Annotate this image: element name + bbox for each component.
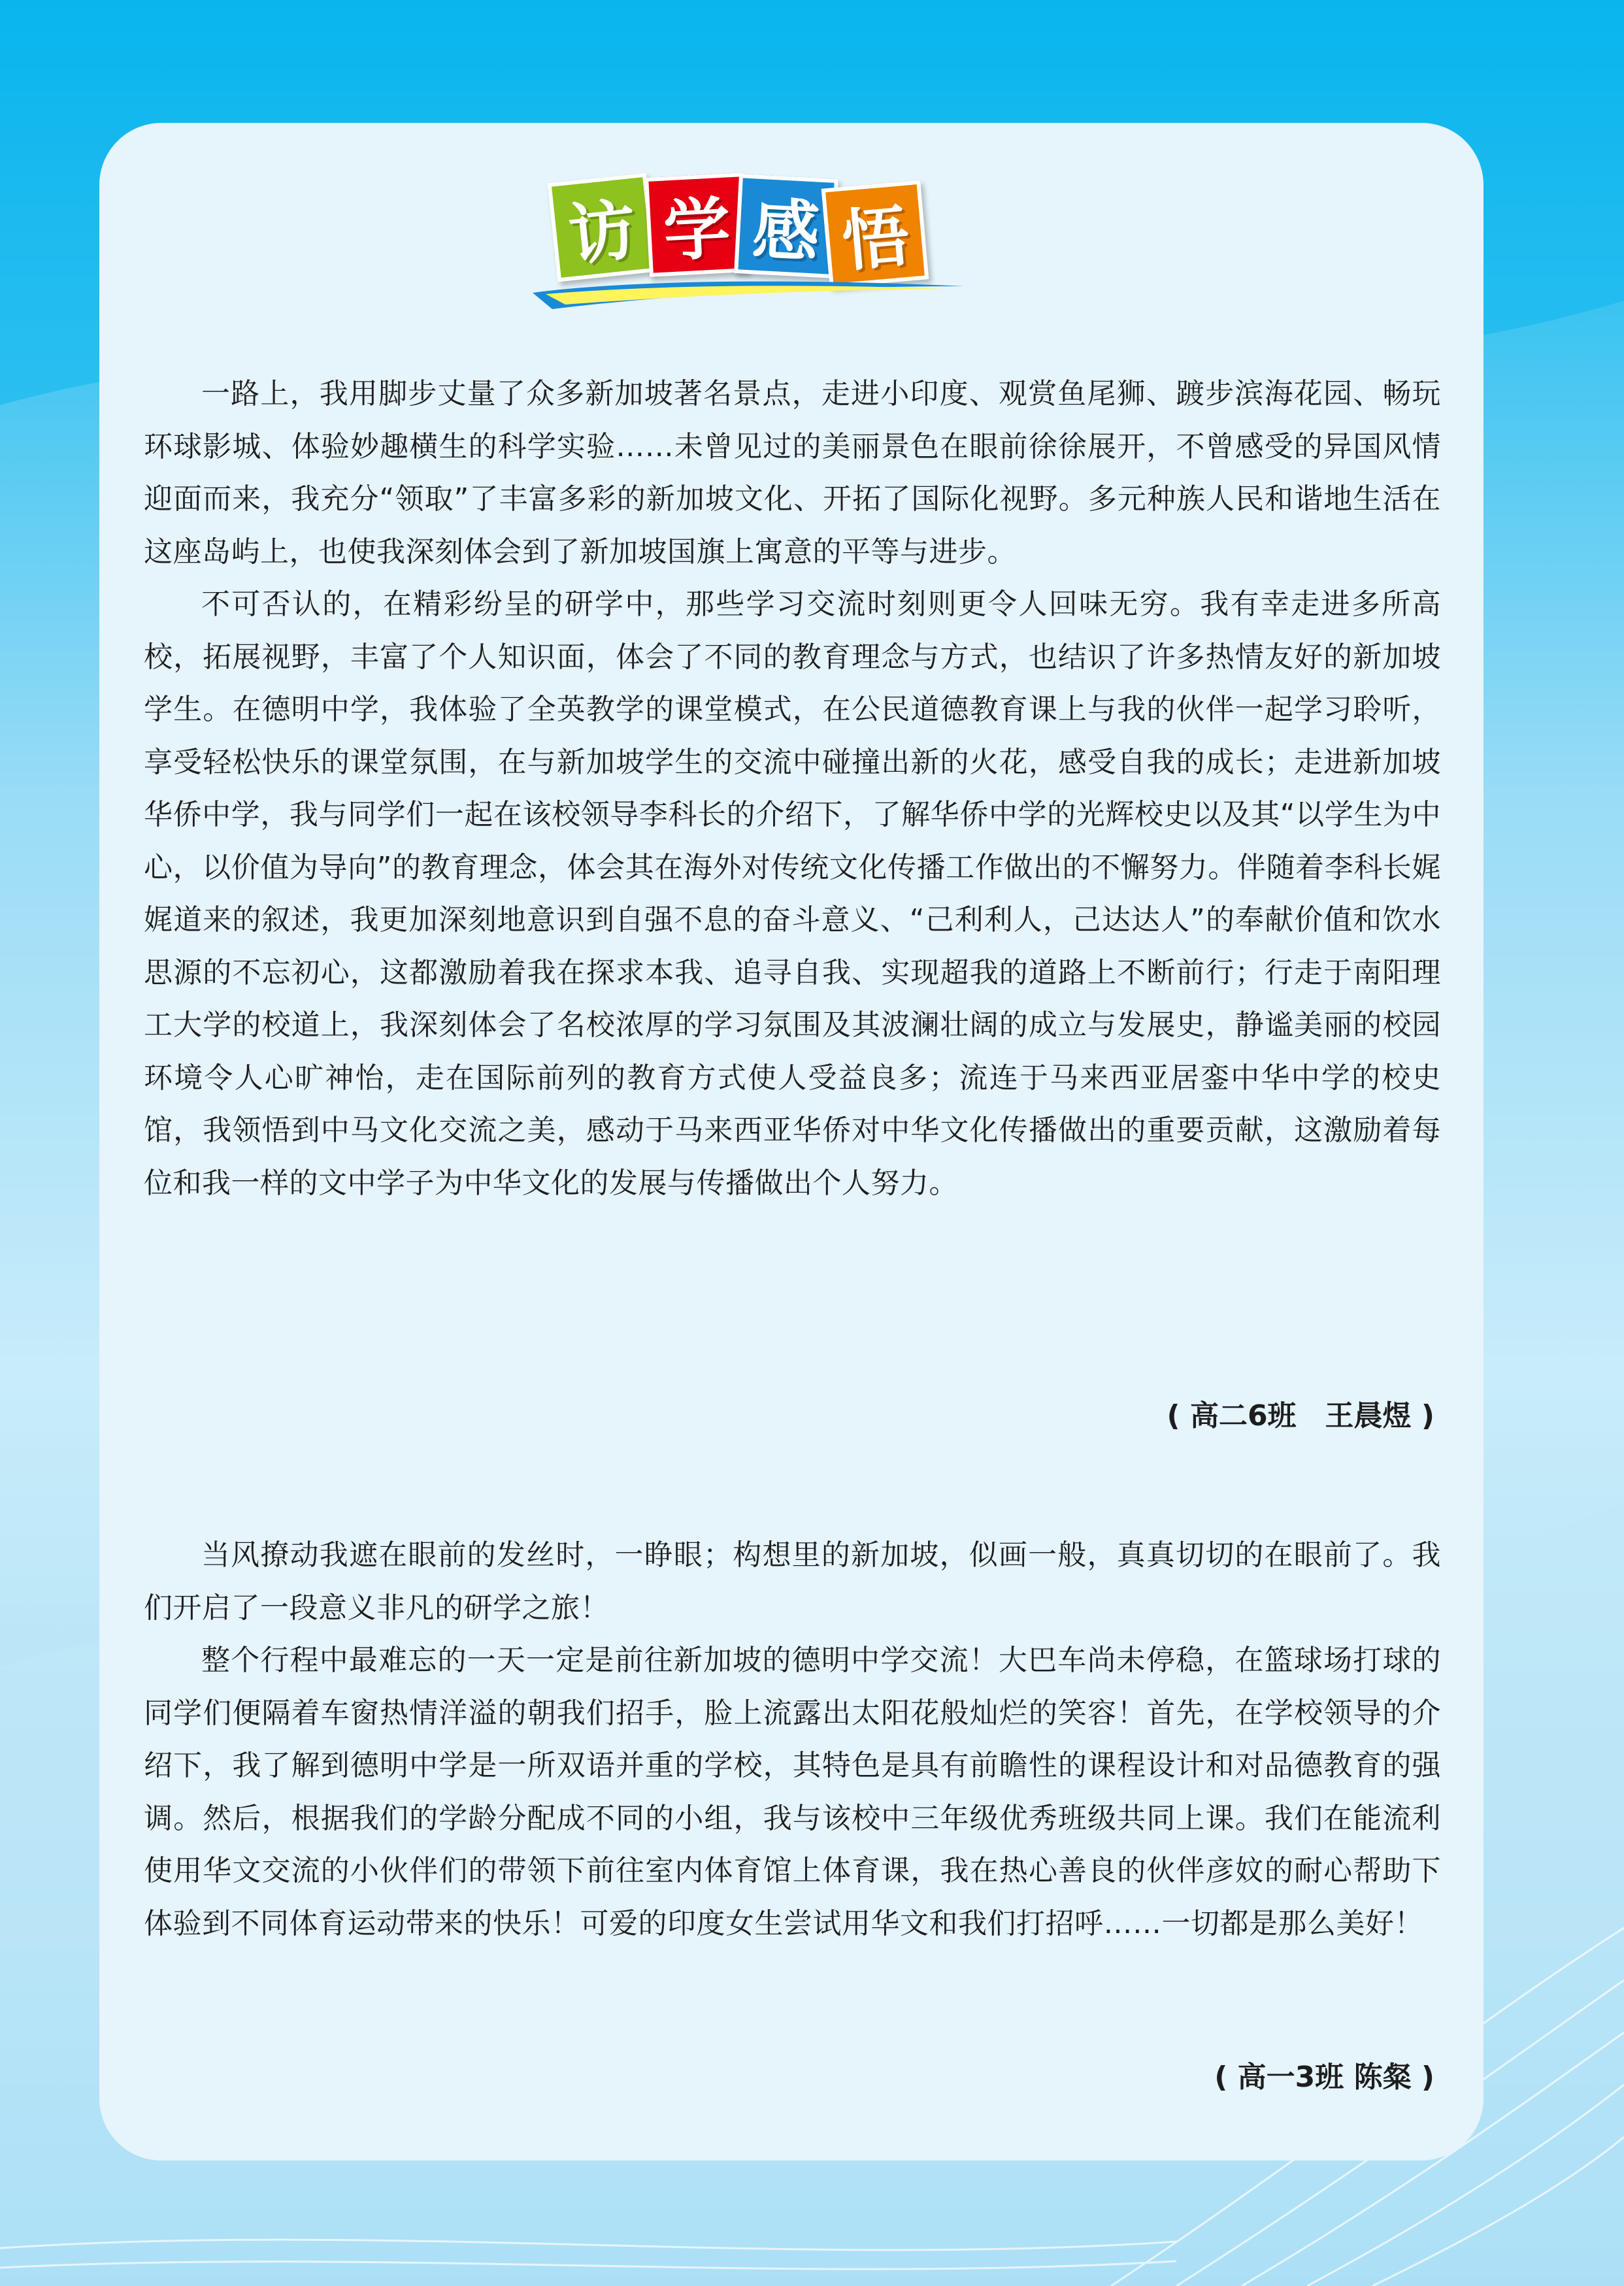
section2-text <box>144 1529 1441 1950</box>
section1-paragraph-1: 一路上，我用脚步丈量了众多新加坡著名景点，走进小印度、观赏鱼尾狮、踱步滨海花园、畅玩环球影城、体验妙趣横生的科学实验……未曾见过的美丽景色在眼前徐徐展开，不曾感受的异国风情迎面而来，我充分“领取”了丰富多彩的新加坡文化、开拓了国际化视野。多元种族人民和谐地生活在这座岛屿上，也使我深刻体会到了新加坡国旗上寓意的平等与进步。 <box>144 377 1441 569</box>
section1-text <box>144 368 1441 1210</box>
section2-paragraph-2: 整个行程中最难忘的一天一定是前往新加坡的德明中学交流！大巴车尚未停稳，在篮球场打球的同学们便隔着车窗热情洋溢的朝我们招手，脸上流露出太阳花般灿烂的笑容！首先，在学校领导的介绍下，我了解到德明中学是一所双语并重的学校，其特色是具有前瞻性的课程设计和对品德教育的强调。然后，根据我们的学龄分配成不同的小组，我与该校中三年级优秀班级共同上课。我们在能流利使用华文交流的小伙伴们的带领下前往室内体育馆上体育课，我在热心善良的伙伴彦妏的耐心帮助下体验到不同体育运动带来的快乐！可爱的印度女生尝试用华文和我们打招呼……一切都是那么美好！ <box>144 1644 1441 1940</box>
title-swoosh <box>526 267 970 319</box>
title-logo <box>526 169 970 319</box>
title-tile-4: 悟 <box>821 180 929 288</box>
section2-paragraph-1: 当风撩动我遮在眼前的发丝时，一睁眼；构想里的新加坡，似画一般，真真切切的在眼前了。我们开启了一段意义非凡的研学之旅！ <box>144 1538 1441 1625</box>
title-tile-3: 感 <box>734 174 838 278</box>
title-tile-2: 学 <box>644 173 749 277</box>
title-tile-1: 访 <box>547 173 656 282</box>
section2-signature: ( 高一3班 陈粲 ) <box>1214 2061 1434 2094</box>
section1-paragraph-2: 不可否认的，在精彩纷呈的研学中，那些学习交流时刻则更令人回味无穷。我有幸走进多所高校，拓展视野，丰富了个人知识面，体会了不同的教育理念与方式，也结识了许多热情友好的新加坡学生。在德明中学，我体验了全英教学的课堂模式，在公民道德教育课上与我的伙伴一起学习聆听，享受轻松快乐的课堂氛围，在与新加坡学生的交流中碰撞出新的火花，感受自我的成长；走进新加坡华侨中学，我与同学们一起在该校领导李科长的介绍下，了解华侨中学的光辉校史以及其“以学生为中心，以价值为导向”的教育理念，体会其在海外对传统文化传播工作做出的不懈努力。伴随着李科长娓娓道来的叙述，我更加深刻地意识到自强不息的奋斗意义、“己利利人，己达达人”的奉献价值和饮水思源的不忘初心，这都激励着我在探求本我、追寻自我、实现超我的道路上不断前行；行走于南阳理工大学的校道上，我深刻体会了名校浓厚的学习氛围及其波澜壮阔的成立与发展史，静谧美丽的校园环境令人心旷神怡，走在国际前列的教育方式使人受益良多；流连于马来西亚居銮中华中学的校史馆，我领悟到中马文化交流之美，感动于马来西亚华侨对中华文化传播做出的重要贡献，这激励着每位和我一样的文中学子为中华文化的发展与传播做出个人努力。 <box>144 588 1441 1200</box>
section1-signature: ( 高二6班 王晨煜 ) <box>1167 1399 1434 1433</box>
